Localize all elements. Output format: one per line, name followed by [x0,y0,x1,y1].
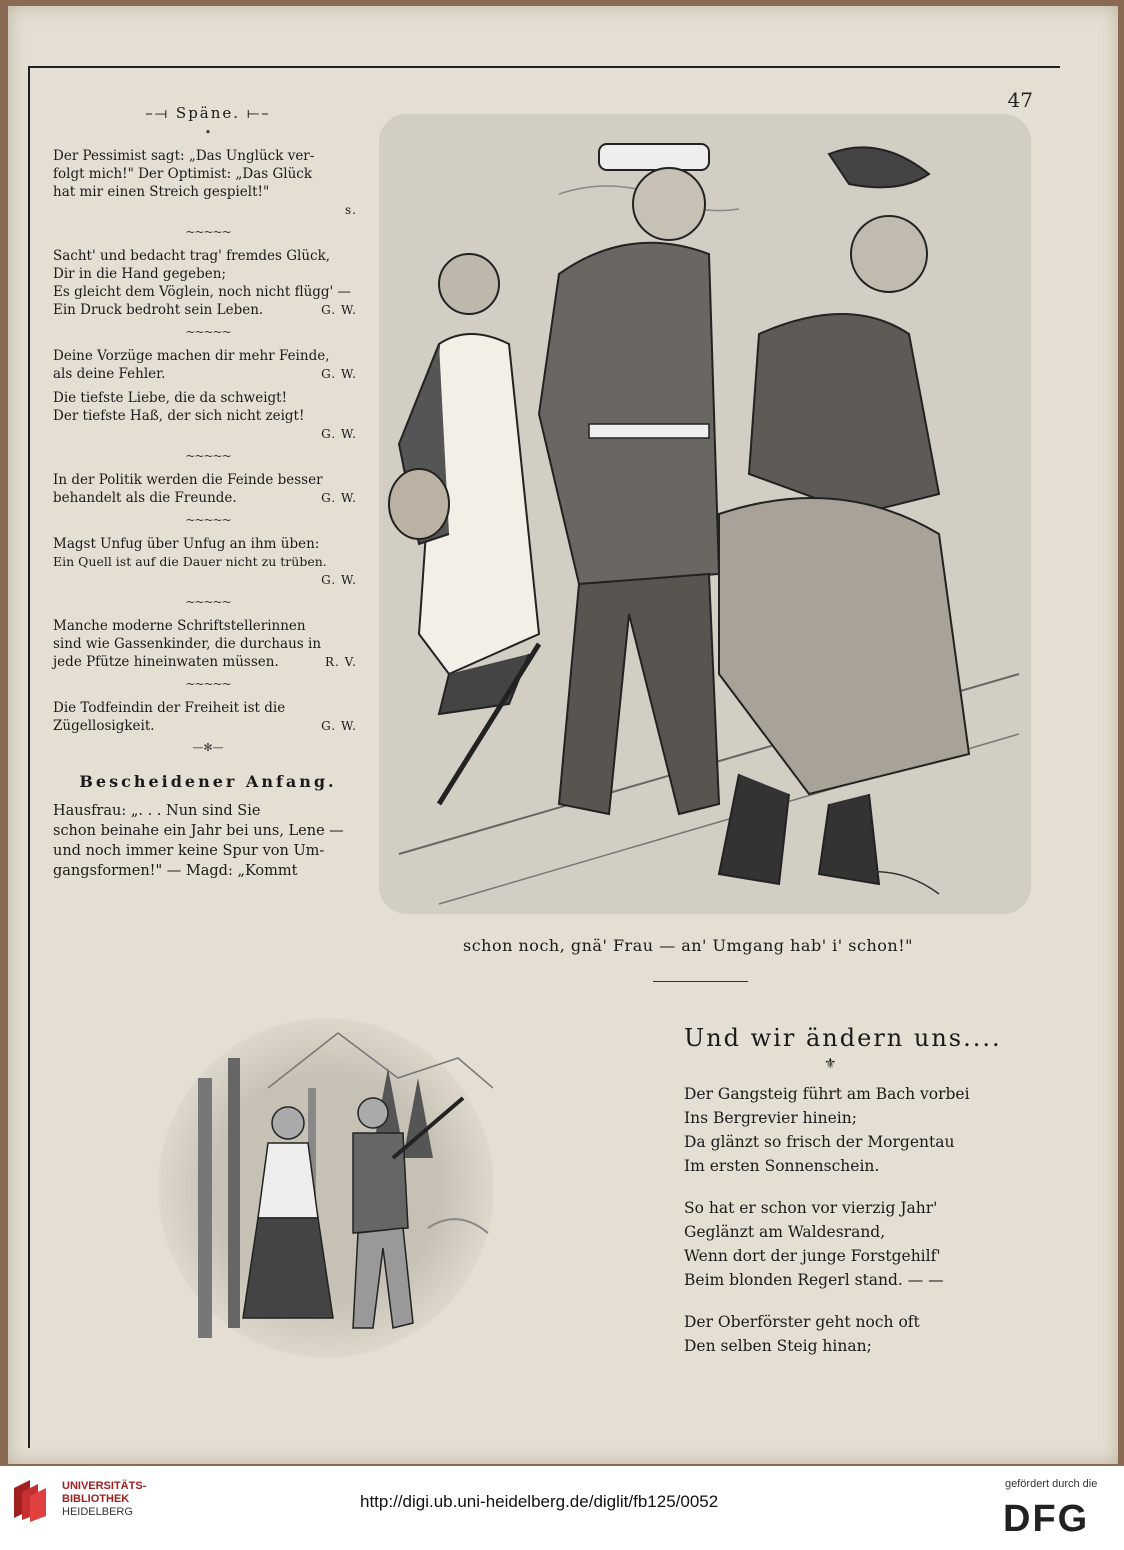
permalink-url[interactable]: http://digi.ub.uni-heidelberg.de/diglit/fb125/0052 [360,1492,719,1511]
separator: ~~~~~ [185,449,231,463]
signature: G. W. [321,303,357,317]
cartoon-illustration [379,114,1031,914]
aphorism: Die tiefste Liebe, die da schweigt! Der tiefste Haß, der sich nicht zeigt! G. W. [53,390,357,441]
signature: G. W. [321,573,357,587]
signature: G. W. [321,491,357,505]
signature: G. W. [321,719,357,733]
poem [684,1024,1014,1376]
poem-ornament: ⚜ [824,1056,837,1072]
horizontal-rule [653,981,748,982]
sponsor-label: gefördert durch die [1005,1478,1098,1490]
star-ornament: —✻— [192,741,224,754]
page-number: 47 [1007,88,1033,112]
aphorism: Manche moderne Schriftstellerinnen sind wie Gassenkinder, die durchaus in jede Pfütze hineinwaten müssen. R. V. [53,618,357,670]
viewer-footer [0,1466,1124,1550]
cartoon-caption: schon noch, gnä' Frau — an' Umgang hab' i' schon!" [463,936,913,955]
signature: G. W. [321,427,357,441]
aphorism: In der Politik werden die Feinde besser behandelt als die Freunde. G. W. [53,472,357,506]
stanza: So hat er schon vor vierzig Jahr' Geglänzt am Waldesrand, Wenn dort der junge Forstgehilf' Beim blonden Regerl stand. — — [684,1199,944,1289]
university-library-logo-icon[interactable] [10,1478,50,1522]
library-name[interactable]: UNIVERSITÄTS- BIBLIOTHEK HEIDELBERG [62,1480,147,1518]
signature: G. W. [321,367,357,381]
separator: ~~~~~ [185,677,231,691]
stanza: Der Gangsteig führt am Bach vorbei Ins Bergrevier hinein; Da glänzt so frisch der Morgentau Im ersten Sonnenschein. [684,1085,970,1175]
left-column [53,104,363,887]
signature: s. [345,203,357,217]
aphorism: Sacht' und bedacht trag' fremdes Glück, Dir in die Hand gegeben; Es gleicht dem Vöglein, noch nicht flügg' — Ein Druck bedroht sein Leben. G. W. [53,248,357,318]
aphorism: Der Pessimist sagt: „Das Unglück ver- folgt mich!" Der Optimist: „Das Glück hat mir einen Streich gespielt!" s. [53,148,357,217]
poem-title: Und wir ändern uns.... [684,1024,1002,1052]
dfg-logo[interactable]: DFG [1003,1498,1090,1540]
forest-vignette [158,1018,493,1358]
aphorism: Magst Unfug über Unfug an ihm üben: Ein Quell ist auf die Dauer nicht zu trüben. G. W. [53,536,357,587]
cartoon-drawing [379,114,1031,914]
ornament: • [204,126,212,139]
separator: ~~~~~ [185,225,231,239]
stanza: Der Oberförster geht noch oft Den selben Steig hinan; [684,1313,920,1355]
signature: R. V. [324,655,357,669]
separator: ~~~~~ [185,513,231,527]
separator: ~~~~~ [185,595,231,609]
aphorism: Deine Vorzüge machen dir mehr Feinde, als deine Fehler. G. W. [53,348,357,382]
vignette-drawing [158,1018,493,1358]
aphorism: Die Todfeindin der Freiheit ist die Zügellosigkeit. G. W. [53,700,357,734]
separator: ~~~~~ [185,325,231,339]
spaene-title: –⟞ Späne. ⟝– [145,104,271,122]
dialogue: Hausfrau: „. . . Nun sind Sie schon beinahe ein Jahr bei uns, Lene — und noch immer keine Spur von Um- gangsformen!" — Magd: „Kommt [53,803,344,879]
document-page [8,6,1118,1464]
section-title: Bescheidener Anfang. [79,772,337,791]
